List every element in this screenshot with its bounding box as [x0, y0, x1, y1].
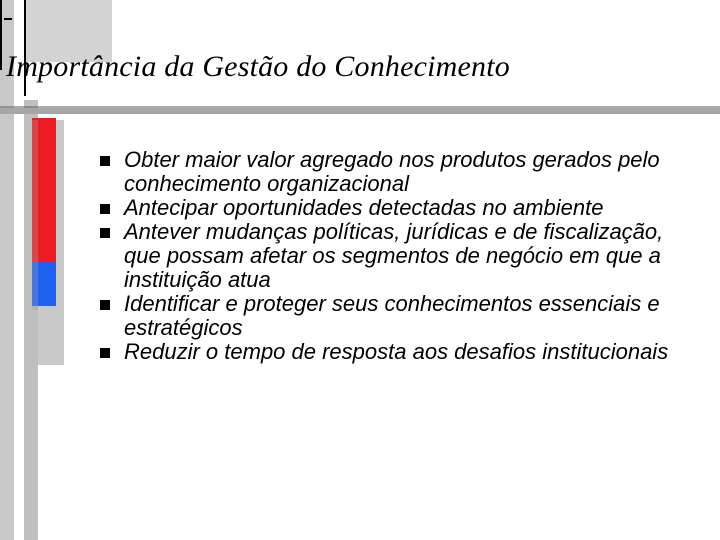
- bullet-text: Identificar e proteger seus conhecimentos essenciais e estratégicos: [124, 291, 660, 340]
- square-bullet-icon: [100, 204, 110, 214]
- bullet-text: Antecipar oportunidades detectadas no ambiente: [124, 195, 604, 220]
- title-underline: [0, 108, 720, 114]
- bullet-item: [96, 220, 696, 292]
- decorative-tick-mark: [4, 18, 12, 20]
- bullet-item: [96, 340, 696, 364]
- bullet-item: [96, 148, 696, 196]
- square-bullet-icon: [100, 300, 110, 310]
- bullet-text: Antever mudanças políticas, jurídicas e de fiscalização, que possam afetar os segmentos de negócio em que a instituição atua: [124, 219, 664, 292]
- bullet-item: [96, 196, 696, 220]
- bullet-text: Obter maior valor agregado nos produtos gerados pelo conhecimento organizacional: [124, 147, 660, 196]
- square-bullet-icon: [100, 228, 110, 238]
- decorative-bar-grey-inner: [32, 120, 38, 310]
- square-bullet-icon: [100, 348, 110, 358]
- decorative-line-black-left: [0, 0, 2, 70]
- bullet-item: [96, 292, 696, 340]
- bullet-list: [96, 148, 696, 364]
- slide-title: Importância da Gestão do Conhecimento: [6, 50, 510, 83]
- bullet-text: Reduzir o tempo de resposta aos desafios institucionais: [124, 339, 669, 364]
- square-bullet-icon: [100, 156, 110, 166]
